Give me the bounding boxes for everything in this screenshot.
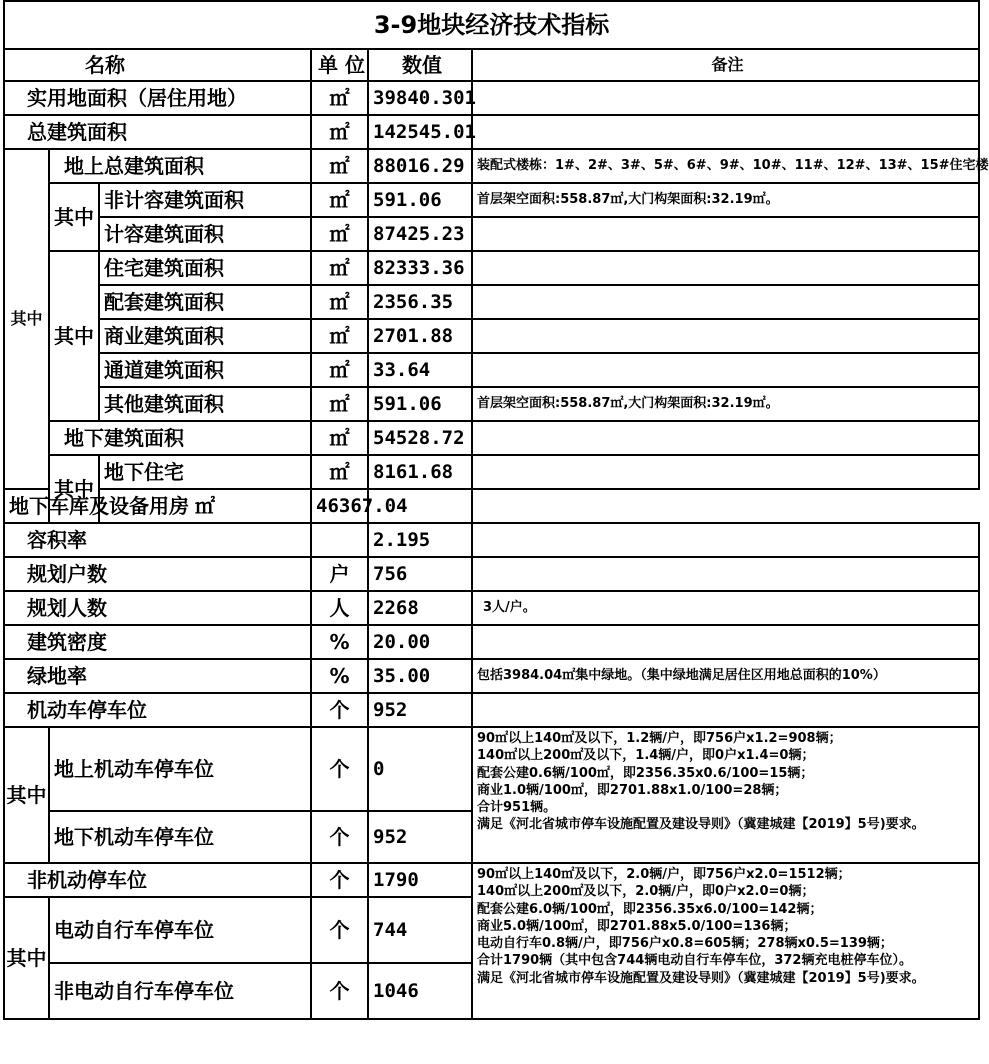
row-unit: 个: [311, 693, 368, 727]
row-value: 2.195: [368, 523, 472, 557]
row-unit: 个: [311, 897, 368, 963]
row-unit: 个: [311, 963, 368, 1019]
row-note: 首层架空面积:558.87㎡,大门构架面积:32.19㎡。: [472, 387, 979, 421]
table-row: [4, 489, 979, 523]
row-name: 规划户数: [4, 557, 311, 591]
row-value: 88016.29: [368, 149, 472, 183]
row-unit: ㎡: [311, 421, 368, 455]
note-line: 满足《河北省城市停车设施配置及建设导则》（冀建城建【2019】5号)要求。: [477, 970, 925, 986]
row-value: 142545.01: [368, 115, 472, 149]
row-name: 住宅建筑面积: [99, 251, 311, 285]
table-row: [4, 523, 979, 557]
group-label: 其中: [49, 251, 99, 421]
row-note: [472, 251, 979, 285]
group-label: 其中: [4, 897, 49, 1019]
row-unit: ㎡: [311, 217, 368, 251]
row-note: [472, 455, 979, 489]
table-row: [4, 149, 979, 183]
row-value: 2701.88: [368, 319, 472, 353]
row-name: 配套建筑面积: [99, 285, 311, 319]
row-unit: %: [311, 659, 368, 693]
row-note: [472, 557, 979, 591]
table-row: [4, 693, 979, 727]
row-name: 规划人数: [4, 591, 311, 625]
row-name: 地下机动车停车位: [49, 811, 311, 863]
row-name: 计容建筑面积: [99, 217, 311, 251]
row-unit: ㎡: [311, 251, 368, 285]
table-title: 3-9地块经济技术指标: [4, 1, 979, 49]
note-line: 电动自行车0.8辆/户，即756户x0.8=605辆；278辆x0.5=139辆；: [477, 936, 893, 952]
row-note: [472, 115, 979, 149]
indicator-table: [3, 0, 989, 1020]
row-note: [472, 81, 979, 115]
row-unit: [311, 523, 368, 557]
row-name: 其他建筑面积: [99, 387, 311, 421]
row-value: 1790: [368, 863, 472, 897]
row-note: 首层架空面积:558.87㎡,大门构架面积:32.19㎡。: [472, 183, 979, 217]
note-line: 90㎡以上140㎡及以下，2.0辆/户，即756户x2.0=1512辆；: [477, 867, 851, 882]
row-value: 2356.35: [368, 285, 472, 319]
table-row: [4, 591, 979, 625]
row-name: 通道建筑面积: [99, 353, 311, 387]
row-name: 建筑密度: [4, 625, 311, 659]
row-name: 绿地率: [4, 659, 311, 693]
row-note: [472, 421, 979, 455]
row-unit: %: [311, 625, 368, 659]
row-name: 电动自行车停车位: [49, 897, 311, 963]
row-name: 地下住宅: [99, 455, 311, 489]
row-note: 装配式楼栋：1#、2#、3#、5#、6#、9#、10#、11#、12#、13#、15#住宅楼: [472, 149, 979, 183]
row-value: 591.06: [368, 183, 472, 217]
row-name: 非机动停车位: [4, 863, 311, 897]
row-value: 8161.68: [368, 455, 472, 489]
table-row: [4, 81, 979, 115]
note-line: 合计1790辆（其中包含744辆电动自行车停车位，372辆充电桩停车位）。: [477, 953, 912, 969]
row-note: [472, 285, 979, 319]
table-row: [4, 183, 979, 217]
header-name: 名称: [4, 49, 311, 81]
row-unit: ㎡: [311, 285, 368, 319]
row-value: 46367.04: [311, 489, 368, 523]
row-note: [472, 319, 979, 353]
row-note: 包括3984.04㎡集中绿地。（集中绿地满足居住区用地总面积的10%）: [472, 659, 979, 693]
row-unit: 个: [311, 811, 368, 863]
row-value: 744: [368, 897, 472, 963]
row-value: 1046: [368, 963, 472, 1019]
row-unit: ㎡: [311, 149, 368, 183]
row-value: 35.00: [368, 659, 472, 693]
row-name: 地上机动车停车位: [49, 727, 311, 811]
row-note: [472, 217, 979, 251]
row-name: 非计容建筑面积: [99, 183, 311, 217]
row-unit: ㎡: [311, 319, 368, 353]
note-line: 配套公建6.0辆/100㎡，即2356.35x6.0/100=142辆；: [477, 901, 823, 917]
table-row: [4, 115, 979, 149]
row-value: 82333.36: [368, 251, 472, 285]
row-unit: 户: [311, 557, 368, 591]
row-unit: ㎡: [311, 353, 368, 387]
table-row: [4, 727, 979, 811]
row-name: 地下车库及设备用房: [4, 489, 49, 523]
row-value: 952: [368, 693, 472, 727]
row-unit: 个: [311, 863, 368, 897]
row-value: 87425.23: [368, 217, 472, 251]
table-row: [4, 387, 979, 421]
table-row: [4, 455, 979, 489]
row-note: [472, 625, 979, 659]
row-unit: 个: [311, 727, 368, 811]
row-name: 总建筑面积: [4, 115, 311, 149]
table-row: [4, 421, 979, 455]
row-note: [472, 693, 979, 727]
row-note: 3人/户。: [472, 591, 979, 625]
group-label: 其中: [49, 455, 99, 523]
row-name: 地下建筑面积: [49, 421, 311, 455]
table-row: [4, 353, 979, 387]
note-line: 合计951辆。: [477, 800, 557, 816]
row-unit: ㎡: [99, 489, 311, 523]
row-unit: 人: [311, 591, 368, 625]
row-note: [472, 353, 979, 387]
row-name: 实用地面积（居住用地）: [4, 81, 311, 115]
group-label: 其中: [4, 727, 49, 863]
row-name: 容积率: [4, 523, 311, 557]
note-line: 90㎡以上140㎡及以下，1.2辆/户，即756户x1.2=908辆；: [477, 731, 842, 746]
row-value: 20.00: [368, 625, 472, 659]
row-value: 39840.301: [368, 81, 472, 115]
note-line: 配套公建0.6辆/100㎡，即2356.35x0.6/100=15辆；: [477, 765, 814, 781]
row-unit: ㎡: [311, 387, 368, 421]
header-value: 数值: [368, 49, 472, 81]
bike-parking-note: [472, 863, 979, 1019]
table-row: [4, 863, 979, 897]
row-unit: ㎡: [311, 183, 368, 217]
row-value: 54528.72: [368, 421, 472, 455]
note-line: 满足《河北省城市停车设施配置及建设导则》（冀建城建【2019】5号)要求。: [477, 817, 925, 833]
row-note: [472, 523, 979, 557]
row-name: 机动车停车位: [4, 693, 311, 727]
row-value: 0: [368, 727, 472, 811]
row-unit: ㎡: [311, 455, 368, 489]
row-value: 2268: [368, 591, 472, 625]
table-row: [4, 251, 979, 285]
table-row: [4, 625, 979, 659]
table-row: [4, 217, 979, 251]
row-value: 591.06: [368, 387, 472, 421]
row-unit: ㎡: [311, 81, 368, 115]
group-label: 其中: [4, 149, 49, 489]
table-row: [4, 659, 979, 693]
note-line: 140㎡以上200㎡及以下，1.4辆/户，即0户x1.4=0辆；: [477, 748, 815, 764]
row-unit: ㎡: [311, 115, 368, 149]
row-value: 756: [368, 557, 472, 591]
note-line: 商业1.0辆/100㎡，即2701.88x1.0/100=28辆；: [477, 782, 788, 798]
row-name: 商业建筑面积: [99, 319, 311, 353]
header-unit: 单 位: [311, 49, 368, 81]
header-note: 备注: [472, 49, 979, 81]
note-line: 140㎡以上200㎡及以下，2.0辆/户，即0户x2.0=0辆；: [477, 884, 815, 900]
header-row: [4, 49, 979, 81]
note-line: 商业5.0辆/100㎡，即2701.88x5.0/100=136辆；: [477, 918, 797, 934]
row-value: 33.64: [368, 353, 472, 387]
row-name: 地上总建筑面积: [49, 149, 311, 183]
row-name: 非电动自行车停车位: [49, 963, 311, 1019]
car-parking-note: [472, 727, 979, 863]
group-label: 其中: [49, 183, 99, 251]
table-row: [4, 285, 979, 319]
table-row: [4, 319, 979, 353]
row-value: 952: [368, 811, 472, 863]
table-row: [4, 557, 979, 591]
